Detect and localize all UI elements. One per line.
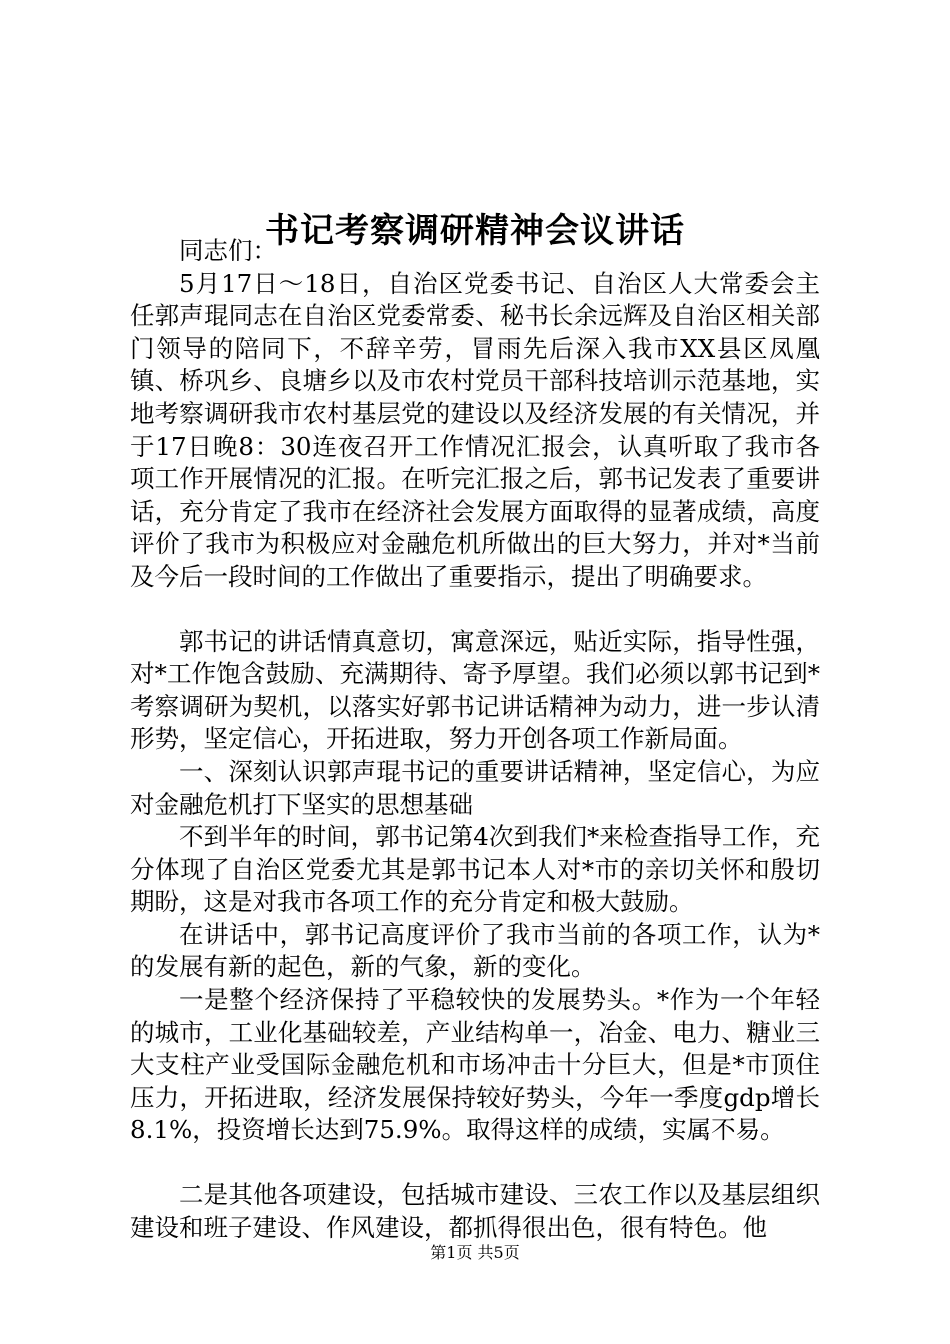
document-title: 书记考察调研精神会议讲话 <box>265 210 685 251</box>
section-heading: 一、深刻认识郭声琨书记的重要讲话精神，坚定信心，为应对金融危机打下坚实的思想基础 <box>130 756 820 819</box>
body-paragraph: 5月17日～18日，自治区党委书记、自治区人大常委会主任郭声琨同志在自治区党委常委、秘书长余远辉及自治区相关部门领导的陪同下，不辞辛劳，冒雨先后深入我市XX县区凤凰镇、桥巩乡、良塘乡以及市农村党员干部科技培训示范基地，实地考察调研我市农村基层党的建设以及经济发展的有关情况，并于17日晚8：30连夜召开工作情况汇报会，认真听取了我市各项工作开展情况的汇报。在听完汇报之后，郭书记发表了重要讲话，充分肯定了我市在经济社会发展方面取得的显著成绩，高度评价了我市为积极应对金融危机所做出的巨大努力，并对*当前及今后一段时间的工作做出了重要指示，提出了明确要求。 <box>130 268 820 591</box>
document-body <box>130 235 820 1244</box>
body-paragraph: 一是整个经济保持了平稳较快的发展势头。*作为一个年轻的城市，工业化基础较差，产业结构单一，冶金、电力、糖业三大支柱产业受国际金融危机和市场冲击十分巨大，但是*市顶住压力，开拓进取，经济发展保持较好势头，今年一季度gdp增长8.1%，投资增长达到75.9%。取得这样的成绩，实属不易。 <box>130 985 820 1145</box>
salutation: 同志们： <box>179 236 277 265</box>
body-paragraph: 不到半年的时间，郭书记第4次到我们*来检查指导工作，充分体现了自治区党委尤其是郭书记本人对*市的亲切关怀和殷切期盼，这是对我市各项工作的充分肯定和极大鼓励。 <box>130 822 820 917</box>
body-paragraph: 郭书记的讲话情真意切，寓意深远，贴近实际，指导性强，对*工作饱含鼓励、充满期待、寄予厚望。我们必须以郭书记到*考察调研为契机，以落实好郭书记讲话精神为动力，进一步认清形势，坚定信心，开拓进取，努力开创各项工作新局面。 <box>130 626 820 754</box>
body-paragraph: 二是其他各项建设，包括城市建设、三农工作以及基层组织建设和班子建设、作风建设，都抓得很出色，很有特色。他 <box>130 1180 820 1242</box>
page-number: 第1页 共5页 <box>430 1243 520 1262</box>
body-paragraph: 在讲话中，郭书记高度评价了我市当前的各项工作，认为*的发展有新的起色，新的气象，新的变化。 <box>130 919 820 982</box>
